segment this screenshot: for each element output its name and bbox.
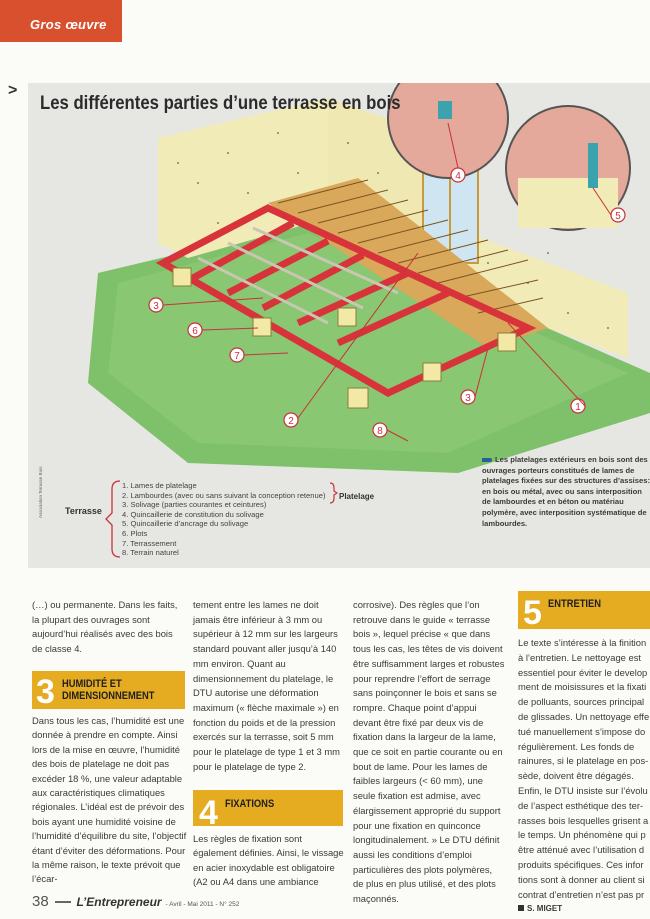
callout-1: 1 xyxy=(575,402,581,413)
text-line: de polluants, sources principal xyxy=(518,696,645,708)
platelage-brace xyxy=(328,481,338,505)
text-line: rasses bois lesquelles grisent a xyxy=(518,814,649,826)
page-number: 38 xyxy=(32,893,49,910)
text-line: sède, doivent être dégagés. xyxy=(518,770,634,782)
callout-7: 7 xyxy=(234,351,240,362)
image-credit: Association Terrasse Bois xyxy=(38,466,43,518)
legend-item: 5. Quincaillerie d’ancrage du solivage xyxy=(122,519,249,529)
section-rubric xyxy=(0,0,122,42)
footer-dash xyxy=(55,901,71,903)
plot xyxy=(348,388,368,408)
section-3-title-line2: DIMENSIONNEMENT xyxy=(62,690,155,702)
callout-3b: 3 xyxy=(465,393,471,404)
text-line: de glissades. Un nettoyage effe xyxy=(518,710,650,722)
section-5-title: ENTRETIEN xyxy=(548,598,601,610)
terrace-illustration xyxy=(28,83,650,473)
square-bullet-icon xyxy=(518,905,524,911)
text-line: essentiel pour éviter le develop xyxy=(518,666,648,678)
text-line: produits spécifiques. Ces infor xyxy=(518,858,644,870)
legend-item: 2. Lambourdes (avec ou sans suivant la conception retenue) xyxy=(122,490,326,500)
section-5-number: 5 xyxy=(523,594,542,629)
callout-5: 5 xyxy=(615,211,621,222)
text-line: Le texte s’intéresse à la finition xyxy=(518,637,647,648)
column-3-text: corrosive). Des règles que l’on retrouve dans le guide « terrasse bois », lequel précise « que dans tous les cas, les têtes de vis doivent être suffisamment larges et robustes pour reprendre l’effort de serrage sans poinçonner le bois et sans se rompre. Chaque point d’appui devant être fixé par deux vis de fixation dans la largeur de la lame, que ce soit en partie courante ou en bout de lame. Pour les lames de faibles largeurs (< 60 mm), une seule fixation est admise, avec élargissement approprié du support pour une fixation en quinconce longitudinalement. » Le DTU définit aussi les conditions d’emploi particulières des plots polymères, de plus en plus utilisé, et des plots maçonnés. xyxy=(353,599,505,905)
plot xyxy=(498,333,516,351)
section-3-title xyxy=(62,678,154,702)
figure-caption xyxy=(482,455,650,529)
legend-list xyxy=(122,481,325,558)
author-name: S. MIGET xyxy=(527,904,563,914)
legend-item: 3. Solivage (parties courantes et ceintures) xyxy=(122,500,267,510)
section-4-text: Les règles de fixation sont également définies. Ainsi, le vissage en acier inoxydable est obligatoire (A2 ou A4 dans une ambiance xyxy=(193,833,344,888)
text-line: tions sont à donner au client si xyxy=(518,873,645,885)
plot xyxy=(423,363,441,381)
callout-2: 2 xyxy=(288,416,294,427)
callout-6: 6 xyxy=(192,326,198,337)
text-line: contrat d’entretien n’est pas pr xyxy=(518,888,645,900)
legend-item: 8. Terrain naturel xyxy=(122,548,179,558)
section-4-title: FIXATIONS xyxy=(225,798,275,810)
plot xyxy=(253,318,271,336)
column-2-text: tement entre les lames ne doit jamais être inférieur à 3 mm ou supérieur à 12 mm sur les largeurs standard pouvant aller jusqu’à 140 mm environ. Quant au dimensionnement du platelage, le DTU autorise une déformation maximum (« flèche maximale ») en fonction du poids et de la pression exercés sur la terrasse, soit 5 mm pour le platelage de type 1 et 3 mm pour le platelage de type 2. xyxy=(193,599,340,772)
section-5-heading xyxy=(518,591,650,629)
chevron-right-icon: > xyxy=(8,82,18,99)
magazine-name: L’Entrepreneur xyxy=(76,895,162,909)
section-3-heading xyxy=(32,671,185,709)
legend-brace xyxy=(104,479,124,565)
column-1-intro: (…) ou permanente. Dans les faits, la plupart des ouvrages sont aujourd’hui réalisés avec des bois de classe 4. xyxy=(32,599,178,655)
arrow-icon xyxy=(482,458,492,462)
author-signature xyxy=(518,902,650,917)
rubric-label: Gros œuvre xyxy=(30,17,107,32)
text-line: ment de moisissures et la fixati xyxy=(518,681,647,693)
legend-item: 7. Terrassement xyxy=(122,538,177,548)
section-3-title-line1: HUMIDITÉ ET xyxy=(62,678,122,690)
text-line: de l’aspect esthétique des ter- xyxy=(518,799,644,811)
text-line: à l’entretien. Le nettoyage est xyxy=(518,651,642,663)
legend-item: 6. Plots xyxy=(122,528,148,538)
plot xyxy=(338,308,356,326)
legend-item: 1. Lames de platelage xyxy=(122,481,197,490)
callout-8: 8 xyxy=(377,426,383,437)
text-line: être atténué avec l’utilisation d xyxy=(518,844,645,856)
page-footer xyxy=(32,893,239,910)
callout-3a: 3 xyxy=(153,301,159,312)
text-line: rainures, si le platelage en pos- xyxy=(518,755,649,767)
section-4-heading xyxy=(193,790,343,826)
text-line: régulièrement. Les fonds de xyxy=(518,740,635,752)
platelage-label: Platelage xyxy=(339,492,375,501)
callout-4: 4 xyxy=(455,171,461,182)
text-line: Enfin, le DTU insiste sur l’évolu xyxy=(518,784,648,796)
text-line: tué manuellement s’impose do xyxy=(518,725,646,737)
legend-item: 4. Quincaillerie de constitution du solivage xyxy=(122,509,264,519)
section-5-text xyxy=(518,636,650,917)
plot xyxy=(173,268,191,286)
section-3-number: 3 xyxy=(36,673,55,709)
caption-text: Les platelages extérieurs en bois sont des ouvrages porteurs constitués de lames de platelages fixées sur des structures d’assises: en bois ou métal, avec ou sans interposition de lambourdes et en béton ou matériau polymère, avec interposition systématique de lambourdes. xyxy=(482,455,650,528)
legend-group-label: Terrasse xyxy=(65,506,102,516)
section-3-text: Dans tous les cas, l’humidité est une donnée à prendre en compte. Ainsi lors de la mise en œuvre, l’humidité des bois de platelage ne doit pas excéder 18 %, une valeur adaptable aux caractéristiques climatiques régionales. L’idéal est de prévoir des bois ayant une humidité voisine de l’humidité d’équilibre du site, l’objectif étant d’éviter des déformations. Pour la même raison, le texte prévoit que l’écar- xyxy=(32,715,187,885)
issue-info: - Avril - Mai 2011 - N° 252 xyxy=(165,901,240,908)
figure-title: Les différentes parties d’une terrasse en bois xyxy=(40,93,401,114)
text-line: le temps. Un phénomène qui p xyxy=(518,829,646,841)
section-4-number: 4 xyxy=(199,794,218,826)
